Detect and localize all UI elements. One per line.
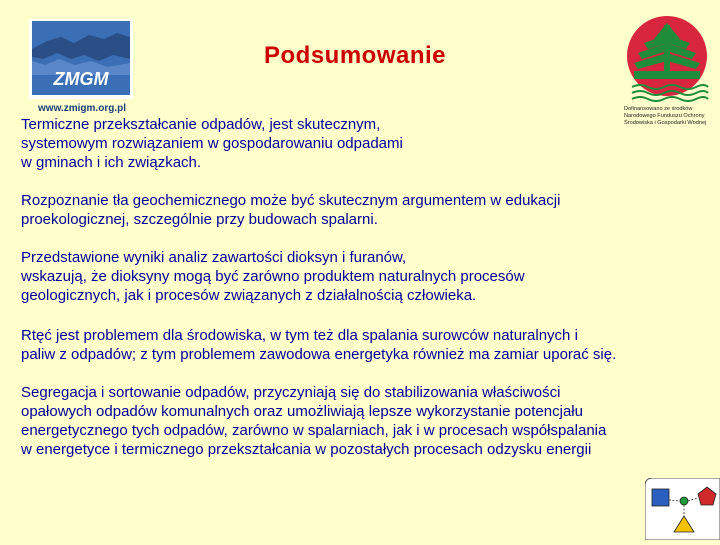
paragraph-segregation bbox=[21, 383, 711, 459]
paragraph-line: wskazują, że dioksyny mogą być zarówno produktem naturalnych procesów bbox=[21, 268, 525, 285]
zmgm-logo bbox=[29, 19, 135, 114]
caption-line: Narodowego Funduszu Ochrony bbox=[624, 113, 705, 119]
shapes-logo bbox=[645, 478, 720, 540]
paragraph-line: opałowych odpadów komunalnych oraz umożliwiają lepsze wykorzystanie potencjału bbox=[21, 403, 583, 420]
paragraph-line: energetycznego tych odpadów, zarówno w spalarniach, jak i w procesach współspalania bbox=[21, 422, 607, 439]
zmgm-logo-icon bbox=[29, 19, 133, 99]
paragraph-dioxins bbox=[21, 248, 711, 305]
paragraph-line: proekologicznej, szczególnie przy budowach spalarni. bbox=[21, 211, 378, 228]
paragraph-line: Segregacja i sortowanie odpadów, przyczyniają się do stabilizowania właściwości bbox=[21, 384, 561, 401]
caption-line: Dofinansowano ze środków bbox=[624, 106, 693, 112]
shapes-logo-icon bbox=[645, 478, 720, 540]
paragraph-line: w energetyce i termicznego przekształcania w pozostałych procesach odzysku energii bbox=[21, 441, 592, 458]
paragraph-line: Termiczne przekształcanie odpadów, jest skutecznym, bbox=[21, 116, 381, 133]
paragraph-thermal-treatment bbox=[21, 115, 711, 172]
paragraph-line: paliw z odpadów; z tym problemem zawodowa energetyka również ma zamiar uporać się. bbox=[21, 346, 617, 363]
paragraph-line: geologicznych, jak i procesów związanych z działalnością człowieka. bbox=[21, 287, 477, 304]
paragraph-line: Rozpoznanie tła geochemicznego może być skutecznym argumentem w edukacji bbox=[21, 192, 561, 209]
caption-line: Środowiska i Gospodarki Wodnej bbox=[624, 120, 707, 126]
page-title: Podsumowanie bbox=[263, 42, 447, 69]
zmgm-url: www.zmigm.org.pl bbox=[38, 103, 126, 114]
paragraph-line: Rtęć jest problemem dla środowiska, w tym też dla spalania surowców naturalnych i bbox=[21, 327, 578, 344]
nfosigw-logo-icon bbox=[624, 13, 710, 105]
paragraph-geochemical bbox=[21, 191, 711, 229]
paragraph-mercury bbox=[21, 326, 711, 364]
paragraph-line: Przedstawione wyniki analiz zawartości dioksyn i furanów, bbox=[21, 249, 407, 266]
paragraph-line: systemowym rozwiązaniem w gospodarowaniu odpadami bbox=[21, 135, 403, 152]
paragraph-line: w gminach i ich związkach. bbox=[21, 154, 202, 171]
svg-text:ZMGM: ZMGM bbox=[53, 69, 109, 89]
